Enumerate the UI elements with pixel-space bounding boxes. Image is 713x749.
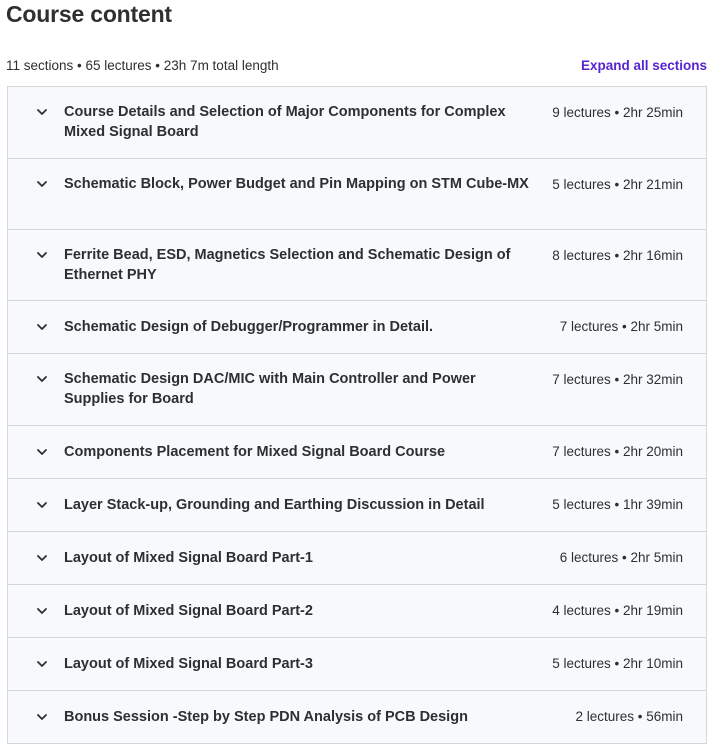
chevron-down-icon xyxy=(35,248,49,262)
section-meta: 8 lectures • 2hr 16min xyxy=(552,248,683,263)
section-10[interactable] xyxy=(8,638,706,691)
section-meta: 9 lectures • 2hr 25min xyxy=(552,105,683,120)
section-meta: 5 lectures • 1hr 39min xyxy=(552,497,683,512)
chevron-down-icon xyxy=(35,177,49,191)
section-meta: 7 lectures • 2hr 32min xyxy=(552,372,683,387)
section-title: Layout of Mixed Signal Board Part-2 xyxy=(64,603,313,619)
section-7[interactable] xyxy=(8,479,706,532)
section-title: Schematic Block, Power Budget and Pin Mapping on STM Cube-MX xyxy=(64,176,529,192)
section-meta: 7 lectures • 2hr 5min xyxy=(559,319,683,334)
section-meta: 5 lectures • 2hr 21min xyxy=(552,177,683,192)
section-title: Layout of Mixed Signal Board Part-1 xyxy=(64,550,313,566)
chevron-down-icon xyxy=(35,105,49,119)
chevron-down-icon xyxy=(35,320,49,334)
section-title: Layer Stack-up, Grounding and Earthing Discussion in Detail xyxy=(64,497,485,513)
section-title: Schematic Design DAC/MIC with Main Controller and Power Supplies for Board xyxy=(64,371,476,407)
section-title: Ferrite Bead, ESD, Magnetics Selection and Schematic Design of Ethernet PHY xyxy=(64,247,511,283)
chevron-down-icon xyxy=(35,551,49,565)
section-title: Bonus Session -Step by Step PDN Analysis of PCB Design xyxy=(64,709,468,725)
section-meta: 4 lectures • 2hr 19min xyxy=(552,603,683,618)
section-meta: 2 lectures • 56min xyxy=(575,709,683,724)
expand-all-sections-button[interactable]: Expand all sections xyxy=(580,58,707,73)
section-1[interactable] xyxy=(8,87,706,159)
section-8[interactable] xyxy=(8,532,706,585)
section-title: Course Details and Selection of Major Components for Complex Mixed Signal Board xyxy=(64,104,506,140)
page-title: Course content xyxy=(6,1,172,27)
section-5[interactable] xyxy=(8,354,706,426)
section-meta: 7 lectures • 2hr 20min xyxy=(552,444,683,459)
section-6[interactable] xyxy=(8,426,706,479)
section-11[interactable] xyxy=(8,691,706,744)
chevron-down-icon xyxy=(35,604,49,618)
course-summary-row xyxy=(6,58,707,76)
course-summary: 11 sections • 65 lectures • 23h 7m total length xyxy=(6,58,279,73)
section-title: Schematic Design of Debugger/Programmer in Detail. xyxy=(64,319,434,335)
chevron-down-icon xyxy=(35,372,49,386)
chevron-down-icon xyxy=(35,710,49,724)
section-3[interactable] xyxy=(8,230,706,301)
chevron-down-icon xyxy=(35,498,49,512)
section-2[interactable] xyxy=(8,159,706,230)
section-4[interactable] xyxy=(8,301,706,354)
section-meta: 5 lectures • 2hr 10min xyxy=(552,656,683,671)
sections-list xyxy=(7,86,707,744)
section-9[interactable] xyxy=(8,585,706,638)
section-title: Components Placement for Mixed Signal Board Course xyxy=(64,444,446,460)
section-meta: 6 lectures • 2hr 5min xyxy=(559,550,683,565)
section-title: Layout of Mixed Signal Board Part-3 xyxy=(64,656,313,672)
chevron-down-icon xyxy=(35,445,49,459)
chevron-down-icon xyxy=(35,657,49,671)
